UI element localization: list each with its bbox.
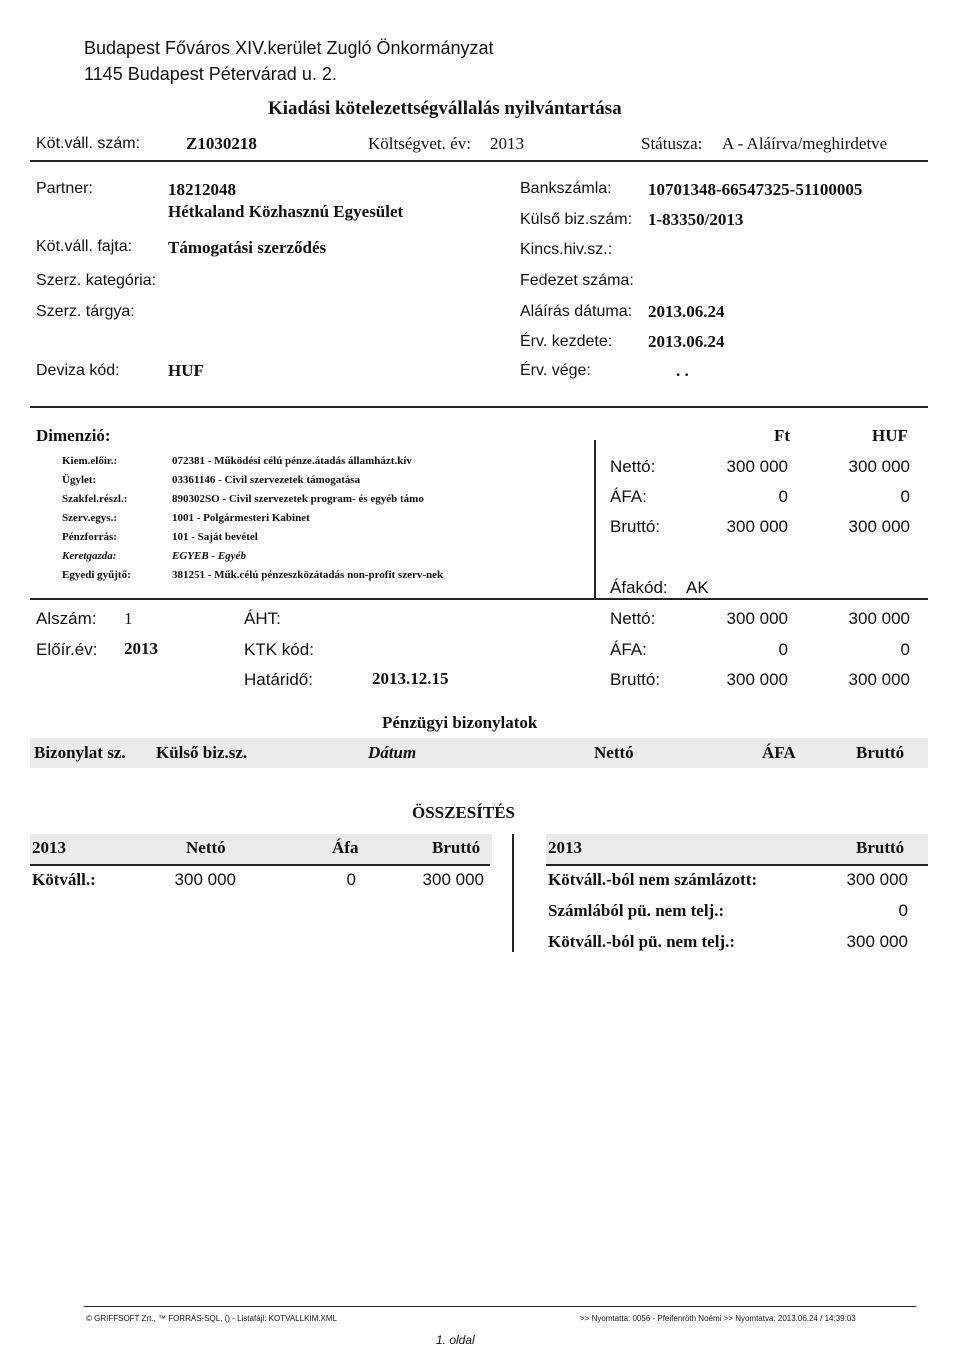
page-number: 1. oldal	[436, 1333, 475, 1347]
szamlabol-nem-telj-label: Számlából pü. nem telj.:	[548, 901, 725, 920]
erv-vege-label: Érv. vége:	[520, 362, 591, 379]
footer-right: >> Nyomtatta: 0056 - Pfeifenröth Noémi >> Nyomtatva: 2013.06.24 / 14:39:03	[580, 1314, 856, 1323]
dim-afa-huf: 0	[900, 487, 910, 506]
col-datum: Dátum	[368, 743, 417, 762]
dim-brutto-ft: 300 000	[726, 517, 788, 536]
dim-brutto-label: Bruttó:	[610, 517, 661, 536]
left-col-brutto: Bruttó	[432, 838, 481, 857]
partner-id: 18212048	[168, 180, 236, 199]
footer-divider	[84, 1306, 916, 1307]
dim-value-szerv: 1001 - Polgármesteri Kabinet	[172, 512, 310, 524]
left-year: 2013	[32, 838, 66, 857]
page-title: Kiadási kötelezettségvállalás nyilvántartása	[268, 98, 622, 119]
afakod-value: AK	[686, 578, 709, 597]
dim-afa-ft: 0	[778, 487, 788, 506]
kot-vall-szam-label: Köt.váll. szám:	[36, 135, 141, 152]
koltsegvet-ev-label: Költségvet. év:	[368, 134, 471, 153]
kincs-label: Kincs.hiv.sz.:	[520, 241, 613, 258]
partner-label: Partner:	[36, 180, 93, 197]
alairas-value: 2013.06.24	[648, 302, 725, 321]
statusza-label: Státusza:	[641, 134, 703, 153]
org-address: 1145 Budapest Pétervárad u. 2.	[84, 64, 337, 84]
erv-kezdete-label: Érv. kezdete:	[520, 333, 613, 350]
alairas-label: Aláírás dátuma:	[520, 303, 633, 320]
dim-value-penzforras: 101 - Saját bevétel	[172, 531, 258, 543]
dim-netto-ft: 300 000	[726, 457, 788, 476]
afakod-label: Áfakód:	[610, 578, 668, 597]
col-kulso-biz: Külső biz.sz.	[156, 743, 248, 762]
left-col-afa: Áfa	[332, 838, 359, 857]
bankszamla-label: Bankszámla:	[520, 180, 612, 197]
dimenzio-col-huf: HUF	[872, 426, 908, 445]
alszam-label: Alszám:	[36, 609, 97, 628]
kotvall-afa: 0	[346, 870, 356, 889]
alszam-brutto-huf: 300 000	[848, 670, 910, 689]
osszesites-right-divider	[546, 864, 928, 866]
fajta-value: Támogatási szerződés	[168, 238, 327, 257]
alszam-netto-ft: 300 000	[726, 609, 788, 628]
hatarido-label: Határidő:	[244, 670, 313, 689]
alszam-brutto-ft: 300 000	[726, 670, 788, 689]
kotvall-nem-telj-value: 300 000	[846, 932, 908, 951]
bankszamla-value: 10701348-66547325-51100005	[648, 180, 863, 199]
col-netto: Nettó	[594, 743, 634, 762]
koltsegvet-ev-value: 2013	[490, 134, 524, 153]
erv-vege-value: . .	[676, 361, 689, 380]
statusza-value: A - Aláírva/meghirdetve	[722, 134, 888, 153]
dim-value-kiem: 072381 - Működési célú pénze.átadás államházt.kív	[172, 455, 412, 467]
dim-brutto-huf: 300 000	[848, 517, 910, 536]
dimenzio-divider	[30, 598, 928, 600]
kulso-biz-value: 1-83350/2013	[648, 210, 744, 229]
fedezet-label: Fedezet száma:	[520, 272, 634, 289]
col-brutto: Bruttó	[856, 743, 905, 762]
partner-divider	[30, 406, 928, 408]
ktk-label: KTK kód:	[244, 640, 314, 659]
szamlabol-nem-telj-value: 0	[898, 901, 908, 920]
alszam-netto-label: Nettó:	[610, 609, 656, 628]
right-col-brutto: Bruttó	[856, 838, 905, 857]
dim-value-egyedi: 381251 - Műk.célú pénzeszközátadás non-profit szerv-nek	[172, 569, 444, 581]
partner-name: Hétkaland Közhasznú Egyesület	[168, 202, 404, 221]
col-afa: ÁFA	[762, 743, 796, 762]
osszesites-left-divider	[30, 864, 490, 866]
targya-label: Szerz. tárgya:	[36, 303, 135, 320]
alszam-afa-label: ÁFA:	[610, 640, 647, 659]
dimenzio-vertical-divider	[594, 440, 596, 598]
footer-left: © GRIFFSOFT Zrt., ™ FORRÁS-SQL, () - Listafájl: KOTVALLKIM.XML	[86, 1314, 337, 1323]
dim-label-penzforras: Pénzforrás:	[62, 531, 117, 543]
deviza-label: Deviza kód:	[36, 362, 120, 379]
osszesites-title: ÖSSZESÍTÉS	[412, 803, 516, 822]
kot-vall-szam-value: Z1030218	[186, 134, 257, 153]
kotvall-nem-szamlazott-label: Kötváll.-ból nem számlázott:	[548, 870, 758, 889]
header-divider	[30, 160, 928, 162]
dim-label-keretgazda: Keretgazda:	[62, 550, 117, 562]
fajta-label: Köt.váll. fajta:	[36, 238, 133, 255]
osszesites-vertical-divider	[512, 834, 514, 952]
dim-label-kiem: Kiem.előir.:	[62, 455, 118, 467]
dim-netto-label: Nettó:	[610, 457, 656, 476]
eloir-value: 2013	[124, 639, 158, 658]
kategoria-label: Szerz. kategória:	[36, 272, 157, 289]
alszam-brutto-label: Bruttó:	[610, 670, 661, 689]
alszam-value: 1	[124, 609, 133, 628]
alszam-afa-huf: 0	[900, 640, 910, 659]
right-year: 2013	[548, 838, 582, 857]
kotvall-brutto: 300 000	[422, 870, 484, 889]
dim-label-szakfel: Szakfel.részl.:	[62, 493, 128, 505]
dimenzio-col-ft: Ft	[774, 426, 791, 445]
left-col-netto: Nettó	[186, 838, 226, 857]
kotvall-nem-szamlazott-value: 300 000	[846, 870, 908, 889]
dim-value-ugylet: 03361146 - Civil szervezetek támogatása	[172, 474, 361, 486]
alszam-afa-ft: 0	[778, 640, 788, 659]
dimenzio-title: Dimenzió:	[36, 426, 111, 445]
dim-afa-label: ÁFA:	[610, 487, 647, 506]
erv-kezdete-value: 2013.06.24	[648, 332, 725, 351]
eloir-label: Előír.év:	[36, 640, 98, 659]
penzugyi-title: Pénzügyi bizonylatok	[382, 713, 538, 732]
alszam-netto-huf: 300 000	[848, 609, 910, 628]
dim-value-keretgazda: EGYEB - Egyéb	[172, 550, 246, 562]
aht-label: ÁHT:	[244, 609, 281, 628]
dim-value-szakfel: 890302SO - Civil szervezetek program- és egyéb támo	[172, 493, 424, 505]
kotvall-label: Kötváll.:	[32, 870, 96, 889]
kulso-biz-label: Külső biz.szám:	[520, 211, 633, 228]
dim-label-szerv: Szerv.egys.:	[62, 512, 117, 524]
dim-label-ugylet: Ügylet:	[62, 474, 97, 486]
dim-label-egyedi: Egyedi gyűjtő:	[62, 569, 131, 581]
org-name: Budapest Főváros XIV.kerület Zugló Önkormányzat	[84, 38, 494, 58]
osszesites-left-band	[30, 834, 492, 864]
kotvall-netto: 300 000	[174, 870, 236, 889]
kotvall-nem-telj-label: Kötváll.-ból pü. nem telj.:	[548, 932, 735, 951]
deviza-value: HUF	[168, 361, 204, 380]
col-bizonylat-sz: Bizonylat sz.	[34, 743, 126, 762]
dim-netto-huf: 300 000	[848, 457, 910, 476]
hatarido-value: 2013.12.15	[372, 669, 449, 688]
